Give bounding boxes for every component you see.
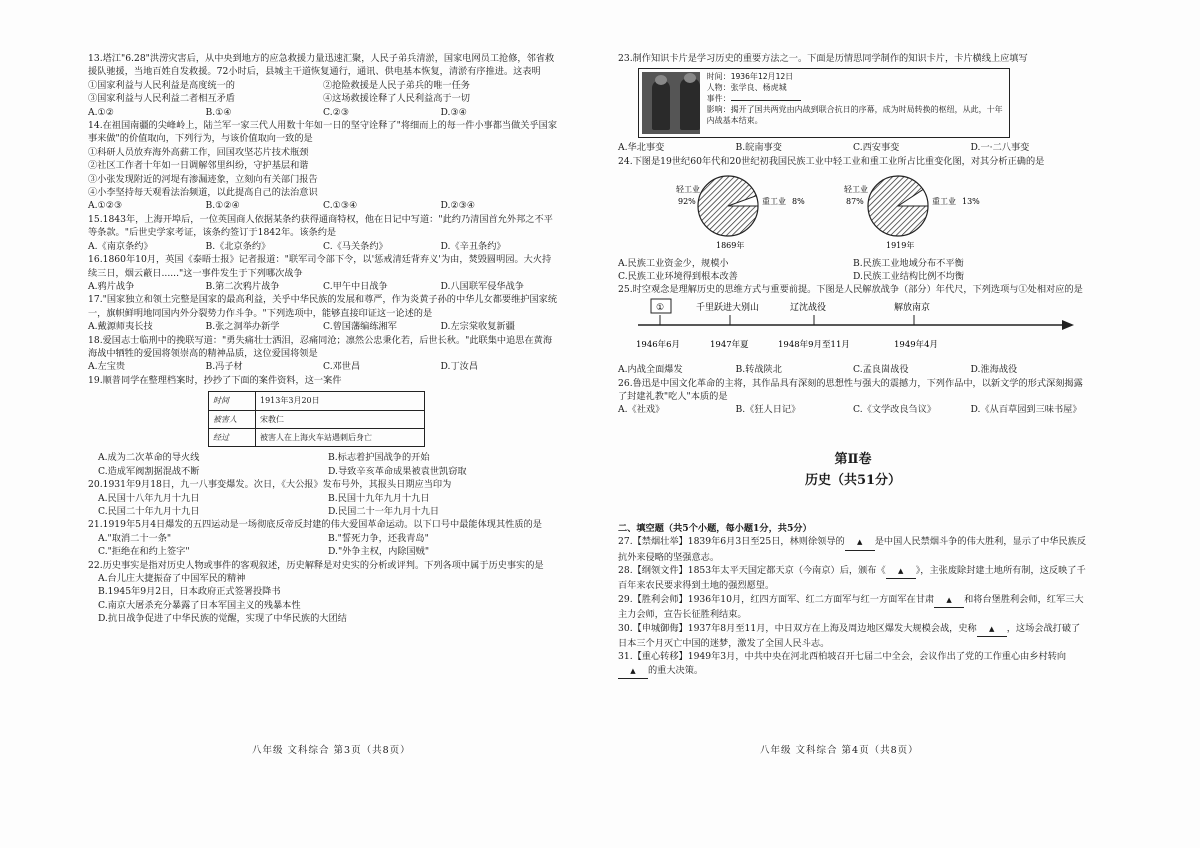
question-23: [618, 52, 1088, 155]
answer-blank[interactable]: ▲: [886, 565, 916, 579]
timeline-date: 1948年9月至11月: [778, 339, 850, 350]
pie-value-heavy: 8%: [792, 197, 805, 207]
option-d: D.导致辛亥革命成果被袁世凯窃取: [328, 465, 467, 477]
war-timeline: [618, 297, 1088, 359]
question-stem: 21.1919年5月4日爆发的五四运动是一场彻底反帝反封建的伟大爱国革命运动。以下口号中最能体现其性质的是: [88, 519, 542, 531]
question-28: 28.【纲领文件】1853年太平天国定都天京（今南京）后，颁布《 ▲ 》，主张废除封建土地所有制，这反映了千百年来农民要求得到土地的强烈愿望。: [618, 564, 1086, 592]
option-b: B.民国十九年九月十九日: [328, 492, 430, 504]
option-b: B.①②④: [205, 200, 240, 212]
option-d: D.八国联军侵华战争: [440, 280, 524, 292]
option-b: B.标志着护国战争的开始: [328, 452, 430, 464]
answer-blank[interactable]: ▲: [845, 536, 875, 550]
timeline-event: ①: [656, 302, 665, 313]
question-13: [88, 52, 558, 119]
pie-value-light: 92%: [678, 197, 696, 207]
historical-photo: [642, 72, 700, 134]
option-b: B.①④: [205, 106, 232, 118]
pie-1869: [676, 176, 805, 250]
option-a: A.《南京条约》: [88, 240, 153, 252]
page-footer-right: 八年级 文科综合 第4页（共8页）: [760, 745, 919, 756]
option-d: D.丁汝昌: [440, 361, 479, 373]
fill-blank-section: [618, 522, 1088, 679]
option-a: A.①②: [88, 106, 115, 118]
table-key: 被害人: [209, 410, 256, 428]
knowledge-card: [638, 68, 1010, 138]
pie-label-heavy: 重工业: [932, 197, 956, 207]
option-c: C.《文学改良刍议》: [853, 404, 937, 416]
option-d: D.②③④: [440, 200, 476, 212]
card-time: 时间：1936年12月12日: [706, 72, 794, 82]
section-heading: 二、填空题（共5个小题，每小题1分，共5分）: [618, 522, 812, 534]
statement-item: ②抢险救援是人民子弟兵的唯一任务: [323, 79, 470, 91]
option-d: D.左宗棠收复新疆: [440, 321, 515, 333]
option-d: D.民族工业结构比例不均衡: [853, 271, 965, 283]
option-c: C.《马关条约》: [323, 240, 388, 252]
statement-item: ③国家利益与人民利益二者相互矛盾: [88, 93, 235, 105]
question-stem: 26.鲁迅是中国文化革命的主将，其作品具有深刻的思想性与强大的震撼力，下列作品中，以新文学的形式深刻揭露了封建礼教"吃人"本质的是: [618, 377, 1083, 403]
answer-blank[interactable]: ▲: [618, 665, 648, 679]
option-c: C.②③: [323, 106, 350, 118]
card-people: 人物：张学良、杨虎城: [706, 83, 787, 93]
card-impact: 影响：揭开了国共两党由内战到联合抗日的序幕，成为时局转换的枢纽，从此，十年内战基本结束。: [706, 105, 1003, 126]
page-footer-left: 八年级 文科综合 第3页（共8页）: [252, 745, 411, 756]
option-b: B.张之洞举办新学: [205, 321, 280, 333]
timeline-date: 1947年夏: [710, 339, 749, 350]
option-d: D.③④: [440, 106, 467, 118]
timeline-event: 辽沈战役: [790, 302, 827, 313]
question-stem: 14.在祖国南疆的尖峰岭上，陆兰军一家三代人用数十年如一日的坚守诠释了"将细而上的每一件小事都当做关乎国家事来做"的价值取向，下列行为，与该价值取向一致的是: [88, 120, 558, 145]
question-18: [88, 334, 558, 374]
option-b: B."誓死力争，还我青岛": [328, 532, 429, 544]
question-stem: 25.时空观念是理解历史的思维方式与重要前提。下图是人民解放战争（部分）年代尺，下列选项与①处相对应的是: [618, 284, 1083, 296]
pie-label-light: 轻工业: [844, 185, 868, 195]
pie-year: 1919年: [886, 241, 915, 251]
option-d: D.一·二八事变: [970, 142, 1030, 154]
table-row: [209, 392, 425, 410]
option-c: C.民族工业环境得到根本改善: [618, 271, 738, 283]
statement-item: ③小张发现附近的河堤有渗漏迹象，立刻向有关部门报告: [88, 173, 318, 185]
option-a: A.《社戏》: [618, 404, 665, 416]
question-stem: 20.1931年9月18日，九一八事变爆发。次日，《大公报》发布号外，其报头日期应当印为: [88, 479, 452, 491]
option-b: B.第二次鸦片战争: [205, 280, 280, 292]
question-30: 30.【申城御侮】1937年8月至11月，中日双方在上海及周边地区爆发大规模会战，史称 ▲ ，这场会战打破了日本三个月灭亡中国的迷梦，激发了全国人民斗志。: [618, 622, 1081, 649]
question-20: [88, 478, 558, 518]
table-row: [209, 428, 425, 446]
option-b: B.转战陕北: [735, 364, 782, 376]
question-24: [618, 155, 1088, 284]
option-a: A.台儿庄大捷振奋了中国军民的精神: [98, 573, 246, 585]
card-event: 事件：: [707, 93, 1005, 104]
section-title: 第Ⅱ卷: [834, 451, 872, 467]
question-stem: 15.1843年，上海开埠后，一位英国商人依据某条约获得通商特权，他在日记中写道："此约乃清国首允外邦之不平等条款。"后世史学家考证，该条约签订于1842年。该条约是: [88, 213, 553, 239]
question-stem: 13.塔江"6.28"洪涝灾害后，从中央到地方的应急救援力量迅速汇聚，人民子弟兵清淤，国家电网员工抢修，邻省救援队驰援，当地百姓自发救援。72小时后，县城主干道恢复通行，通讯、供电基本恢复，清淤有序推进。这表明: [88, 53, 555, 78]
option-a: A.成为二次革命的导火线: [98, 452, 200, 464]
question-27: 27.【禁烟壮举】1839年6月3日至25日，林则徐领导的 ▲ 是中国人民禁烟斗争的伟大胜利，显示了中华民族反抗外来侵略的坚强意志。: [618, 536, 1087, 563]
question-17: [88, 293, 558, 333]
timeline-date: 1946年6月: [636, 339, 681, 350]
option-c: C.南京大屠杀充分暴露了日本军国主义的残暴本性: [98, 599, 301, 611]
question-15: [88, 213, 558, 253]
question-26: [618, 377, 1088, 417]
option-c: C.造成军阀割据混战不断: [98, 465, 200, 477]
option-c: C.甲午中日战争: [323, 280, 388, 292]
question-25: [618, 283, 1088, 376]
option-c: C.曾国藩编练湘军: [323, 321, 397, 333]
pie-label-light: 轻工业: [676, 185, 700, 195]
option-c: C.民国二十年九月十九日: [98, 506, 200, 517]
option-d: D.抗日战争促进了中华民族的觉醒，实现了中华民族的大团结: [98, 613, 347, 625]
option-b: B.1945年9月2日，日本政府正式签署投降书: [98, 586, 281, 598]
option-a: A.①②③: [88, 200, 123, 212]
option-c: C.邓世昌: [323, 361, 361, 373]
question-29: 29.【胜利会师】1936年10月，红四方面军、红二方面军与红一方面军在甘肃 ▲ 和将台堡胜利会师，红军三大主力会师，宣告长征胜利结束。: [618, 593, 1084, 621]
answer-blank[interactable]: ▲: [934, 594, 964, 608]
option-b: B.民族工业地域分布不平衡: [853, 257, 964, 269]
option-a: A.华北事变: [618, 142, 665, 154]
question-14: [88, 119, 558, 213]
option-b: B.《狂人日记》: [735, 404, 801, 416]
option-a: A.民族工业资金少，规模小: [618, 257, 729, 269]
table-key: 时间: [209, 392, 256, 410]
question-stem: 17."国家独立和领土完整是国家的最高利益，关乎中华民族的发展和尊严，作为炎黄子孙的中华儿女都要维护国家统一，旗帜鲜明地同国内外分裂势力作斗争。"下列选项中，能够直接印证这一论述的是: [88, 294, 558, 319]
option-b: B.皖南事变: [735, 142, 782, 154]
question-stem: 18.爱国志士临刑中的挽联写道："勇失痛壮士洒泪，忍痛同沧；凛然公忠秉化若，后世长秋。"此联集中追思在黄海海战中牺牲的爱国将领崇高的精神品质，这位爱国将领是: [88, 334, 553, 359]
option-c: C.西安事变: [853, 142, 900, 154]
option-c: C.①③④: [323, 200, 358, 212]
page-4-column: [618, 52, 1088, 679]
option-a: A."取消二十一条": [98, 532, 172, 544]
pie-1919: [844, 176, 980, 250]
question-stem: 23.制作知识卡片是学习历史的重要方法之一。下面是历情思同学制作的知识卡片，卡片横线上应填写: [618, 53, 1028, 64]
option-d: D.《辛丑条约》: [440, 240, 506, 252]
question-16: [88, 253, 558, 293]
question-stem: 22.历史事实是指对历史人物或事件的客观叙述，历史解释是对史实的分析或评判。下列各项中属于历史事实的是: [88, 559, 544, 571]
pie-label-heavy: 重工业: [762, 197, 786, 207]
timeline-date: 1949年4月: [894, 339, 939, 350]
option-d: D.《从百草园到三味书屋》: [970, 404, 1082, 416]
option-a: A.戴源师夷长技: [88, 321, 153, 333]
statement-item: ②社区工作者十年如一日调解邻里纠纷，守护基层和谐: [88, 160, 309, 172]
table-value: 1913年3月20日: [256, 392, 425, 410]
option-b: B.《北京条约》: [205, 240, 271, 252]
industry-pie-charts: [618, 168, 1088, 252]
option-c: C."拒绝在和约上签字": [98, 546, 190, 558]
table-value: 宋教仁: [256, 410, 425, 428]
question-stem: 19.顺普同学在整理档案时，抄抄了下面的案件资料，这一案件: [88, 374, 342, 386]
question-19: [88, 374, 558, 478]
option-d: D.民国二十一年九月十九日: [328, 506, 440, 517]
statement-item: ④这场救援诠释了人民利益高于一切: [323, 93, 470, 105]
option-a: A.左宝贵: [88, 361, 126, 373]
page-3-column: [88, 52, 558, 626]
pie-year: 1869年: [716, 241, 745, 251]
statement-item: ①科研人员放弃海外高薪工作，回国攻坚芯片技术瓶颈: [88, 146, 309, 158]
question-22: [88, 559, 558, 626]
statement-item: ④小李坚持每天观看法治频道，以此提高自己的法治意识: [88, 187, 318, 199]
answer-blank[interactable]: ▲: [977, 623, 1007, 637]
option-d: D.淮海战役: [970, 364, 1018, 376]
option-a: A.内战全面爆发: [618, 364, 683, 376]
option-d: D."外争主权，内除国贼": [328, 546, 430, 558]
table-key: 经过: [209, 428, 256, 446]
question-stem: 16.1860年10月，英国《泰晤士报》记者报道："联军司令部下令，以'惩戒清廷背弃义'为由，焚毁圆明园。大火持续三日，烟云蔽日......"这一事件发生于下列哪次战争: [88, 254, 552, 279]
table-row: [209, 410, 425, 428]
timeline-event: 解放南京: [894, 302, 931, 313]
case-table: [208, 391, 425, 447]
card-text: [703, 69, 1009, 137]
table-value: 被害人在上海火车站遇刺后身亡: [256, 428, 425, 446]
question-31: 31.【重心转移】1949年3月，中共中央在河北西柏坡召开七届二中全会，会议作出了党的工作重心由乡村转向▲ 的重大决策。: [618, 650, 1088, 679]
pie-value-heavy: 13%: [962, 197, 980, 207]
timeline-event: 千里跃进大别山: [696, 302, 760, 313]
pie-value-light: 87%: [846, 197, 864, 207]
option-c: C.孟良崮战役: [853, 364, 909, 376]
section-subtitle: 历史（共51分）: [804, 473, 902, 489]
option-a: A.民国十八年九月十九日: [98, 492, 200, 504]
question-21: [88, 518, 558, 558]
statement-item: ①国家利益与人民利益是高度统一的: [88, 79, 235, 91]
option-a: A.鸦片战争: [88, 280, 135, 292]
question-stem: 24.下图是19世纪60年代和20世纪初我国民族工业中轻工业和重工业所占比重变化图，对其分析正确的是: [618, 155, 1045, 167]
timeline-arrow: [1062, 320, 1074, 330]
option-b: B.冯子材: [205, 361, 243, 373]
